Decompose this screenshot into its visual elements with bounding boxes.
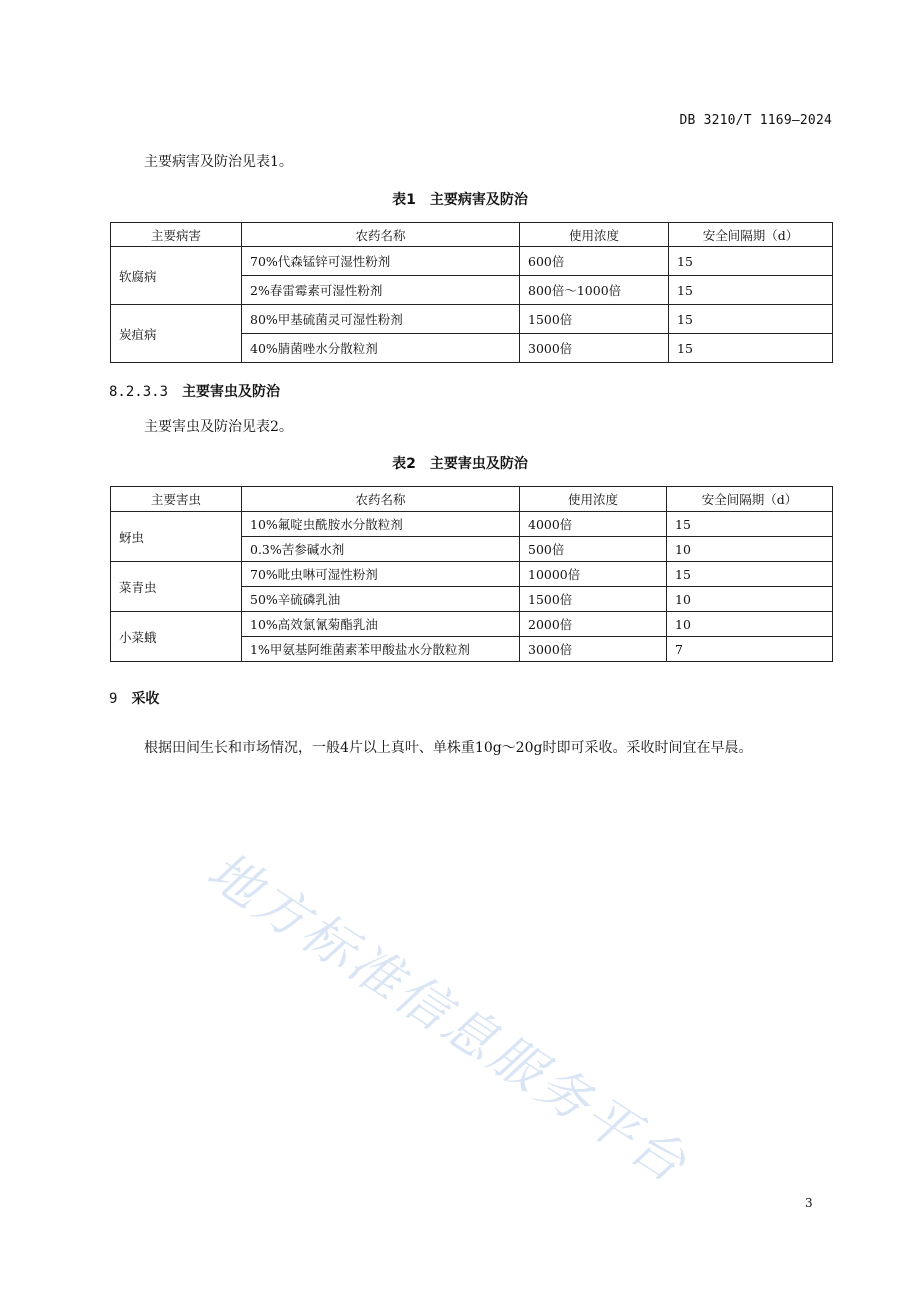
pesticide-cell: 50%辛硫磷乳油 (242, 587, 520, 612)
concentration-cell: 2000倍 (520, 612, 667, 637)
section-8-2-3-3-heading (109, 381, 280, 401)
pest-name: 蚜虫 (111, 512, 242, 562)
diseases-table (110, 222, 833, 363)
watermark: 地方标准信息服务平台 (196, 840, 699, 1197)
pesticide-cell: 70%代森锰锌可湿性粉剂 (242, 247, 520, 276)
table1-intro: 主要病害及防治见表1。 (144, 154, 293, 170)
section-9-heading (109, 688, 159, 708)
header-cell: 使用浓度 (520, 223, 669, 247)
header-cell: 农药名称 (242, 223, 520, 247)
pesticide-cell: 2%春雷霉素可湿性粉剂 (242, 276, 520, 305)
pesticide-cell: 0.3%苦参碱水剂 (242, 537, 520, 562)
table2-caption-title: 主要害虫及防治 (429, 456, 528, 472)
header-cell: 使用浓度 (520, 487, 667, 512)
table-header-row (111, 487, 833, 512)
interval-cell: 15 (667, 562, 833, 587)
document-id: DB 3210/T 1169—2024 (679, 113, 832, 128)
table2-intro: 主要害虫及防治见表2。 (144, 419, 293, 435)
concentration-cell: 3000倍 (520, 334, 669, 363)
table-row (111, 562, 833, 587)
table-row (111, 512, 833, 537)
concentration-cell: 1500倍 (520, 305, 669, 334)
table1-caption-title: 主要病害及防治 (429, 192, 528, 208)
table2-caption-number: 表2 (392, 456, 416, 472)
interval-cell: 10 (667, 612, 833, 637)
pest-name: 小菜蛾 (111, 612, 242, 662)
interval-cell: 15 (669, 247, 833, 276)
concentration-cell: 500倍 (520, 537, 667, 562)
page-number: 3 (805, 1196, 813, 1210)
table2-caption (0, 453, 920, 473)
concentration-cell: 800倍～1000倍 (520, 276, 669, 305)
table-row (111, 612, 833, 637)
header-cell: 主要害虫 (111, 487, 242, 512)
concentration-cell: 10000倍 (520, 562, 667, 587)
header-cell: 农药名称 (242, 487, 520, 512)
interval-cell: 10 (667, 537, 833, 562)
section-number: 8.2.3.3 (109, 384, 169, 400)
pesticide-cell: 10%氟啶虫酰胺水分散粒剂 (242, 512, 520, 537)
header-cell: 主要病害 (111, 223, 242, 247)
harvest-paragraph: 根据田间生长和市场情况，一般4片以上真叶、单株重10g～20g时即可采收。采收时间宜在早晨。 (144, 740, 753, 756)
disease-name: 炭疽病 (111, 305, 242, 363)
interval-cell: 7 (667, 637, 833, 662)
table1-caption-number: 表1 (392, 192, 416, 208)
header-cell: 安全间隔期（d） (667, 487, 833, 512)
pests-table (110, 486, 833, 662)
concentration-cell: 4000倍 (520, 512, 667, 537)
disease-name: 软腐病 (111, 247, 242, 305)
header-cell: 安全间隔期（d） (669, 223, 833, 247)
concentration-cell: 1500倍 (520, 587, 667, 612)
interval-cell: 15 (669, 334, 833, 363)
table1-caption (0, 189, 920, 209)
pesticide-cell: 70%吡虫啉可湿性粉剂 (242, 562, 520, 587)
pest-name: 菜青虫 (111, 562, 242, 612)
interval-cell: 10 (667, 587, 833, 612)
section-title: 主要害虫及防治 (182, 384, 281, 400)
pesticide-cell: 10%高效氯氰菊酯乳油 (242, 612, 520, 637)
pesticide-cell: 40%腈菌唑水分散粒剂 (242, 334, 520, 363)
interval-cell: 15 (669, 305, 833, 334)
concentration-cell: 3000倍 (520, 637, 667, 662)
interval-cell: 15 (667, 512, 833, 537)
table-row (111, 305, 833, 334)
table-row (111, 247, 833, 276)
table-header-row (111, 223, 833, 247)
concentration-cell: 600倍 (520, 247, 669, 276)
section-title: 采收 (131, 691, 160, 707)
pesticide-cell: 1%甲氨基阿维菌素苯甲酸盐水分散粒剂 (242, 637, 520, 662)
pesticide-cell: 80%甲基硫菌灵可湿性粉剂 (242, 305, 520, 334)
section-number: 9 (109, 691, 118, 707)
interval-cell: 15 (669, 276, 833, 305)
